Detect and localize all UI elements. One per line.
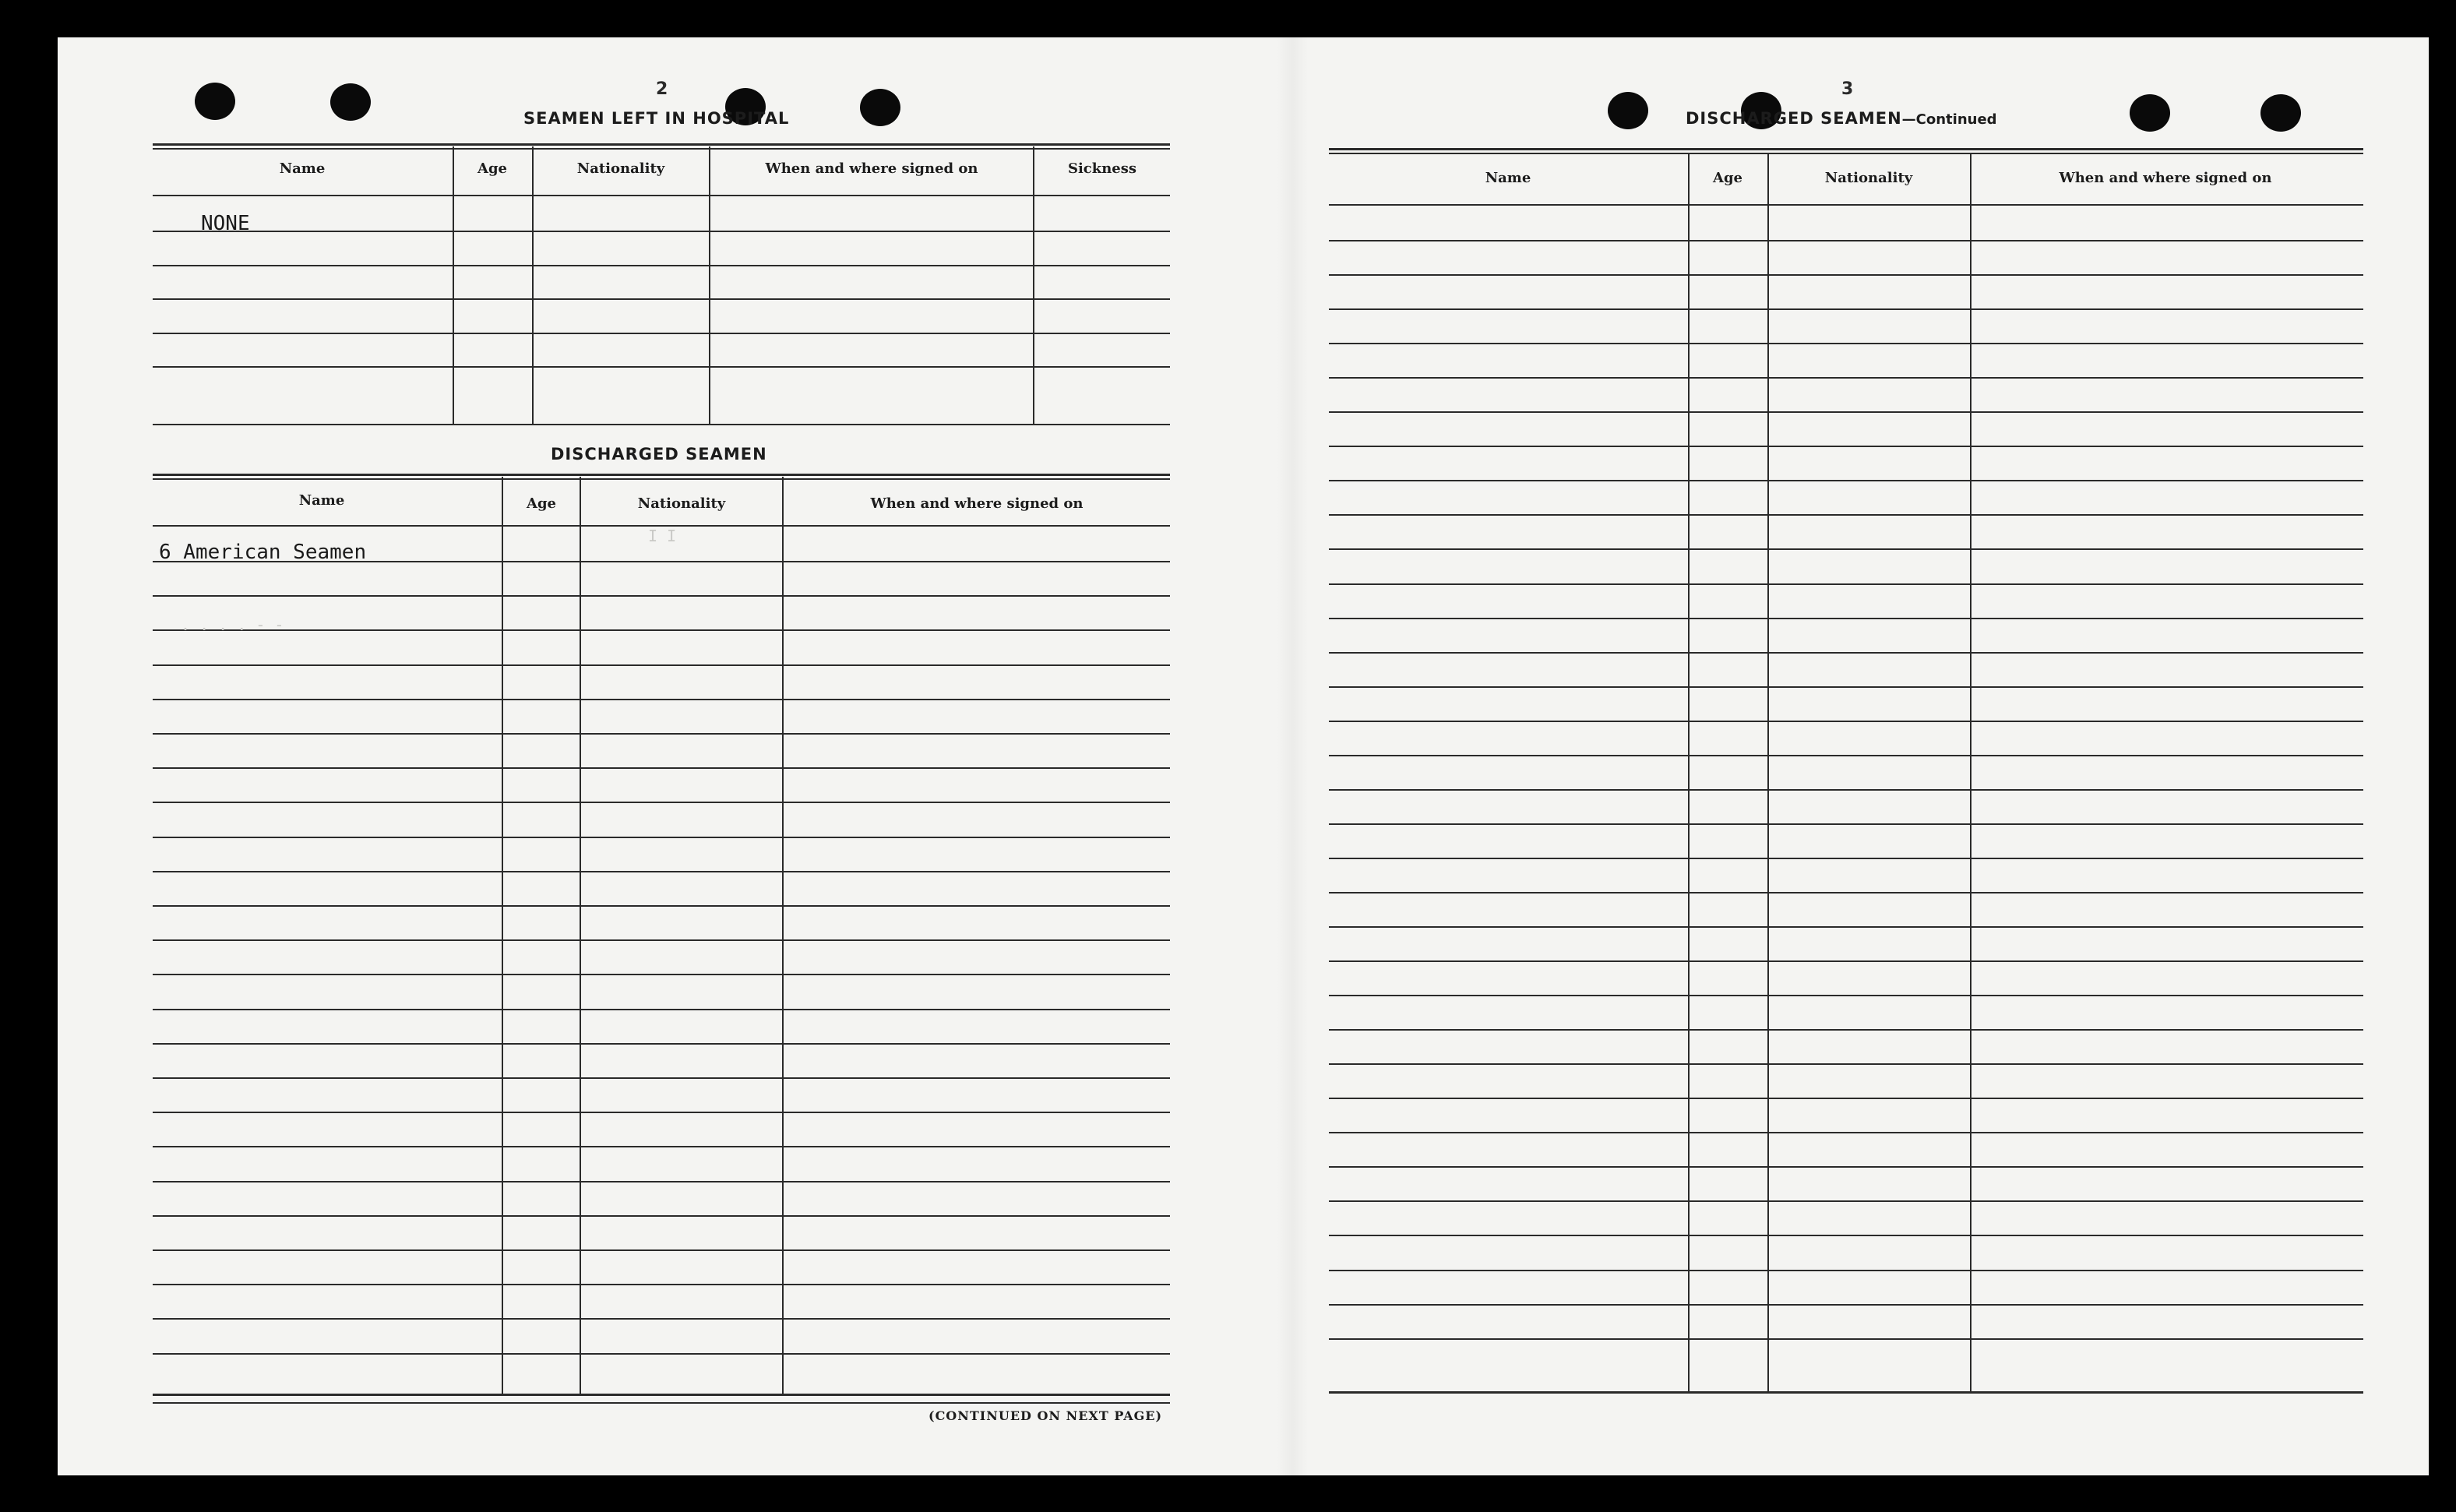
page-fold	[1277, 37, 1308, 1475]
ruled-line	[153, 1146, 1170, 1147]
ruled-line	[153, 767, 1170, 769]
ruled-line	[1329, 1338, 2363, 1340]
ruled-line	[153, 1009, 1170, 1010]
column-header-age: Age	[526, 495, 556, 512]
ruled-line	[1329, 1270, 2363, 1271]
ruled-line	[153, 231, 1170, 232]
column-divider	[502, 477, 503, 1396]
page-number: 3	[1841, 79, 1854, 99]
ruled-line	[153, 939, 1170, 941]
column-header-nationality: Nationality	[576, 160, 665, 177]
ruled-line	[153, 366, 1170, 368]
ruled-line	[1329, 1063, 2363, 1065]
ruled-line	[1329, 686, 2363, 688]
ruled-line	[1329, 789, 2363, 791]
ruled-line	[153, 298, 1170, 300]
column-header-age: Age	[477, 160, 507, 177]
ruled-line	[1329, 308, 2363, 310]
ruled-line	[1329, 995, 2363, 996]
ruled-line	[1329, 823, 2363, 825]
table-bottom-rule	[153, 424, 1170, 425]
ruled-line	[1329, 1200, 2363, 1202]
ruled-line	[1329, 446, 2363, 447]
punch-hole	[1608, 92, 1648, 129]
ruled-line	[1329, 1029, 2363, 1031]
table-top-rule	[153, 474, 1170, 476]
ruled-line	[1329, 274, 2363, 276]
ruled-line	[153, 1112, 1170, 1113]
ruled-line	[153, 974, 1170, 975]
discharged-section-title: DISCHARGED SEAMEN	[551, 445, 767, 463]
ruled-line	[153, 1215, 1170, 1217]
ruled-line	[153, 1077, 1170, 1079]
header-underline	[153, 195, 1170, 196]
column-header-name: Name	[279, 160, 326, 177]
column-header-signed-on: When and where signed on	[870, 495, 1084, 512]
table-top-rule	[1329, 148, 2363, 150]
title-text: DISCHARGED SEAMEN	[1686, 109, 1902, 128]
ruled-line	[1329, 343, 2363, 344]
ruled-line	[1329, 618, 2363, 619]
ruled-line	[1329, 892, 2363, 893]
table-bottom-rule	[153, 1394, 1170, 1396]
discharged-continued-title	[1686, 109, 1997, 128]
ruled-line	[153, 733, 1170, 735]
table-top-rule	[1329, 153, 2363, 154]
ruled-line	[1329, 721, 2363, 722]
ruled-line	[153, 905, 1170, 907]
table-bottom-rule	[153, 1402, 1170, 1404]
continued-note: (CONTINUED ON NEXT PAGE)	[928, 1408, 1163, 1423]
faint-mark: . . . . - -	[181, 615, 284, 634]
ruled-line	[153, 802, 1170, 803]
column-header-nationality: Nationality	[637, 495, 726, 512]
punch-hole	[860, 89, 900, 126]
column-divider	[782, 477, 784, 1396]
punch-hole	[330, 83, 371, 121]
column-divider	[580, 477, 581, 1396]
ruled-line	[1329, 1098, 2363, 1099]
column-header-sickness: Sickness	[1067, 160, 1137, 177]
ruled-line	[1329, 652, 2363, 654]
page-number: 2	[656, 79, 668, 99]
column-header-nationality: Nationality	[1824, 170, 1913, 186]
faint-mark: I I	[648, 527, 677, 545]
punch-hole	[195, 83, 235, 120]
ruled-line	[1329, 1235, 2363, 1236]
table-bottom-rule	[1329, 1391, 2363, 1394]
ruled-line	[1329, 480, 2363, 481]
discharged-entry: 6 American Seamen	[159, 541, 367, 564]
column-header-age: Age	[1712, 170, 1742, 186]
ruled-line	[153, 333, 1170, 334]
ruled-line	[153, 871, 1170, 872]
ruled-line	[153, 1318, 1170, 1320]
ruled-line	[1329, 548, 2363, 550]
document-sheet	[58, 37, 2429, 1475]
hospital-section-title: SEAMEN LEFT IN HOSPITAL	[523, 109, 790, 128]
ruled-line	[153, 1043, 1170, 1045]
column-divider	[1688, 154, 1690, 1393]
column-divider	[1033, 146, 1034, 425]
ruled-line	[1329, 1304, 2363, 1306]
column-divider	[532, 146, 534, 425]
ruled-line	[153, 629, 1170, 631]
ruled-line	[153, 699, 1170, 700]
ruled-line	[153, 595, 1170, 597]
ruled-line	[1329, 755, 2363, 756]
hospital-entry: NONE	[201, 212, 250, 235]
ruled-line	[1329, 240, 2363, 241]
column-header-name: Name	[298, 492, 345, 509]
column-divider	[1767, 154, 1769, 1393]
ruled-line	[1329, 377, 2363, 379]
ruled-line	[153, 1249, 1170, 1251]
punch-hole	[2130, 94, 2170, 132]
punch-hole	[2260, 94, 2301, 132]
column-divider	[1970, 154, 1971, 1393]
table-top-rule	[153, 478, 1170, 480]
ruled-line	[1329, 1132, 2363, 1133]
table-top-rule	[153, 148, 1170, 150]
ruled-line	[1329, 514, 2363, 516]
ruled-line	[153, 664, 1170, 666]
ruled-line	[1329, 926, 2363, 928]
title-suffix: —Continued	[1901, 111, 1997, 128]
column-header-signed-on: When and where signed on	[2059, 170, 2272, 186]
ruled-line	[1329, 411, 2363, 413]
column-divider	[453, 146, 454, 425]
header-underline	[1329, 204, 2363, 206]
ruled-line	[153, 265, 1170, 266]
ruled-line	[1329, 583, 2363, 585]
ruled-line	[153, 1181, 1170, 1182]
ruled-line	[153, 1284, 1170, 1285]
ruled-line	[153, 1353, 1170, 1355]
column-header-name: Name	[1485, 170, 1531, 186]
ruled-line	[1329, 858, 2363, 859]
ruled-line	[153, 837, 1170, 838]
column-header-signed-on: When and where signed on	[765, 160, 978, 177]
table-top-rule	[153, 143, 1170, 146]
ruled-line	[1329, 960, 2363, 962]
ruled-line	[1329, 1166, 2363, 1168]
column-divider	[709, 146, 710, 425]
